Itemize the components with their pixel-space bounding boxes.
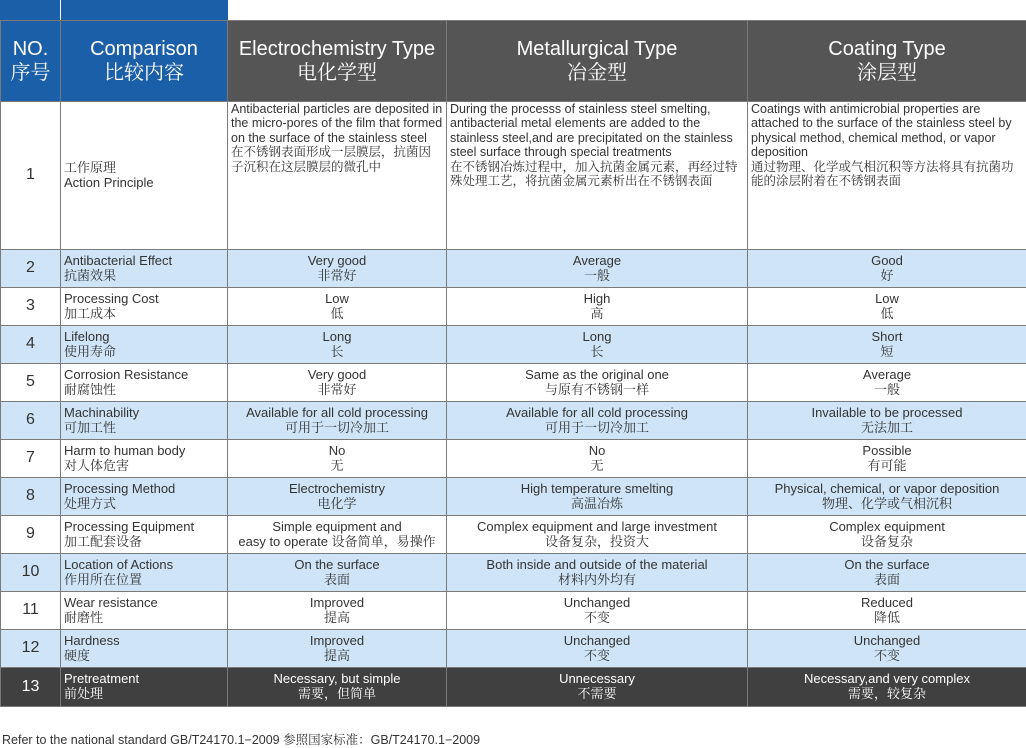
row-number: 9 bbox=[1, 516, 61, 554]
row-item-en: Processing Cost bbox=[64, 290, 159, 306]
row-item-label bbox=[61, 630, 228, 668]
value-coating bbox=[748, 478, 1026, 516]
table-row bbox=[1, 440, 1026, 478]
row-item-zh: 加工配套设备 bbox=[64, 533, 143, 549]
value-metallurgical-line: Long bbox=[582, 328, 612, 344]
row-item-en: Harm to human body bbox=[64, 442, 186, 458]
row-item-zh: 对人体危害 bbox=[64, 457, 130, 473]
row-item-label bbox=[61, 516, 228, 554]
value-coating-line: Invailable to be processed bbox=[811, 404, 963, 420]
value-electrochemistry-line: Low bbox=[325, 290, 349, 306]
header-type-zh: 冶金型 bbox=[567, 62, 627, 84]
value-coating bbox=[748, 326, 1026, 364]
value-metallurgical bbox=[447, 516, 748, 554]
value-electrochemistry-line: 表面 bbox=[323, 571, 350, 587]
value-coating-line: Unchanged bbox=[853, 632, 921, 648]
footer-reference-note: Refer to the national standard GB/T24170.1−2009 参照国家标准：GB/T24170.1−2009 bbox=[2, 733, 481, 747]
value-electrochemistry-line: 可用于一切冷加工 bbox=[284, 419, 389, 435]
value-metallurgical-line: Complex equipment and large investment bbox=[477, 518, 717, 534]
value-metallurgical-line: 不变 bbox=[583, 609, 610, 625]
value-coating-line: 降低 bbox=[873, 609, 900, 625]
table-row bbox=[1, 478, 1026, 516]
value-metallurgical-line: Average bbox=[572, 252, 622, 268]
header-metallurgical-type bbox=[447, 21, 748, 102]
header-comparison bbox=[61, 21, 228, 102]
value-electrochemistry-line: Improved bbox=[309, 632, 365, 648]
value-electrochemistry bbox=[228, 250, 447, 288]
value-coating-line: Average bbox=[862, 366, 912, 382]
value-metallurgical bbox=[447, 440, 748, 478]
value-coating-line: 物理、化学或气相沉积 bbox=[821, 495, 952, 511]
value-metallurgical bbox=[447, 554, 748, 592]
row-item-label bbox=[61, 440, 228, 478]
value-electrochemistry-line: 需要，但简单 bbox=[297, 686, 376, 701]
value-metallurgical-line: Unnecessary bbox=[559, 671, 635, 687]
value-metallurgical-line: 长 bbox=[590, 343, 604, 359]
value-coating bbox=[748, 364, 1026, 402]
value-electrochemistry-line: easy to operate 设备简单，易操作 bbox=[238, 533, 436, 549]
value-metallurgical-line: 与原有不锈钢一样 bbox=[544, 381, 649, 397]
value-electrochemistry-line: No bbox=[328, 442, 346, 458]
row-number: 8 bbox=[1, 478, 61, 516]
value-electrochemistry bbox=[228, 288, 447, 326]
table-body bbox=[1, 102, 1026, 707]
row-item-zh: 处理方式 bbox=[64, 495, 117, 511]
value-coating-line: Good bbox=[871, 252, 903, 268]
value-coating-line: 短 bbox=[880, 343, 894, 359]
value-metallurgical bbox=[447, 478, 748, 516]
value-electrochemistry bbox=[228, 554, 447, 592]
row-item-en: Lifelong bbox=[64, 328, 110, 344]
principle-electrochemistry: Antibacterial particles are deposited in the micro-pores of the film that formed on the surface of the stainless steel 在不锈钢表面形成一层膜层，抗菌因子沉积在这层膜层的微孔中 bbox=[228, 102, 447, 250]
header-number-en: NO. bbox=[12, 38, 49, 60]
value-coating-line: 低 bbox=[880, 305, 894, 321]
header-top-divider bbox=[60, 0, 61, 20]
value-coating-line: 一般 bbox=[873, 381, 900, 397]
value-coating-line: Short bbox=[871, 328, 903, 344]
value-electrochemistry bbox=[228, 478, 447, 516]
value-electrochemistry bbox=[228, 668, 447, 707]
value-coating bbox=[748, 250, 1026, 288]
row-item-en: Pretreatment bbox=[64, 671, 140, 687]
value-electrochemistry-line: Electrochemistry bbox=[288, 480, 386, 496]
value-electrochemistry-line: On the surface bbox=[294, 556, 380, 572]
value-coating-line: Reduced bbox=[860, 594, 914, 610]
principle-metallurgical: During the processs of stainless steel smelting, antibacterial metal elements are added to the stainless steel,and are precipitated on the stainless steel surface through special treatments 在不锈钢冶炼过程中，加入抗菌金属元素，再经过特殊处理工艺，将抗菌金属元素析出在不锈钢表面 bbox=[447, 102, 748, 250]
value-metallurgical bbox=[447, 326, 748, 364]
value-electrochemistry bbox=[228, 630, 447, 668]
value-electrochemistry-line: Improved bbox=[309, 594, 365, 610]
row-item-zh: 作用所在位置 bbox=[64, 571, 143, 587]
value-coating-line: Necessary,and very complex bbox=[804, 671, 970, 687]
row-item-en: Corrosion Resistance bbox=[64, 366, 189, 382]
row-item-zh: 加工成本 bbox=[64, 305, 117, 321]
value-metallurgical-line: 高 bbox=[590, 305, 604, 321]
value-electrochemistry bbox=[228, 440, 447, 478]
value-electrochemistry-line: Very good bbox=[307, 252, 367, 268]
value-metallurgical bbox=[447, 288, 748, 326]
row-number: 6 bbox=[1, 402, 61, 440]
value-metallurgical-line: 一般 bbox=[583, 267, 610, 283]
value-coating bbox=[748, 440, 1026, 478]
row-item-en: Wear resistance bbox=[64, 594, 158, 610]
header-number-zh: 序号 bbox=[10, 62, 51, 84]
header-type-en: Metallurgical Type bbox=[516, 38, 678, 60]
value-metallurgical-line: High bbox=[583, 290, 611, 306]
row-item-zh: 可加工性 bbox=[64, 419, 117, 435]
value-electrochemistry-line: Simple equipment and bbox=[272, 518, 402, 534]
value-metallurgical-line: 不需要 bbox=[577, 686, 617, 701]
table-row bbox=[1, 592, 1026, 630]
row-number: 1 bbox=[1, 102, 61, 250]
table-row bbox=[1, 288, 1026, 326]
value-coating-line: On the surface bbox=[844, 556, 930, 572]
value-electrochemistry bbox=[228, 364, 447, 402]
value-coating bbox=[748, 630, 1026, 668]
value-coating bbox=[748, 288, 1026, 326]
value-coating-line: 好 bbox=[880, 267, 894, 283]
value-electrochemistry-line: Long bbox=[322, 328, 352, 344]
value-metallurgical-line: No bbox=[588, 442, 606, 458]
value-metallurgical-line: 材料内外均有 bbox=[557, 571, 636, 587]
row-item-label bbox=[61, 102, 228, 250]
row-item-label bbox=[61, 326, 228, 364]
value-metallurgical-line: 无 bbox=[590, 457, 604, 473]
header-type-en: Electrochemistry Type bbox=[238, 38, 436, 60]
value-metallurgical-line: Available for all cold processing bbox=[506, 404, 688, 420]
table-row bbox=[1, 364, 1026, 402]
comparison-table bbox=[0, 20, 1026, 707]
value-metallurgical-line: Unchanged bbox=[563, 594, 631, 610]
value-electrochemistry bbox=[228, 402, 447, 440]
table-row bbox=[1, 554, 1026, 592]
header-type-zh: 涂层型 bbox=[857, 62, 917, 84]
row-item-label bbox=[61, 364, 228, 402]
value-metallurgical-line: High temperature smelting bbox=[520, 480, 674, 496]
value-coating-line: 表面 bbox=[873, 571, 900, 587]
value-electrochemistry bbox=[228, 516, 447, 554]
value-electrochemistry-line: 提高 bbox=[323, 647, 350, 663]
row-number: 12 bbox=[1, 630, 61, 668]
row-item-label bbox=[61, 478, 228, 516]
value-coating bbox=[748, 554, 1026, 592]
row-item-en: Hardness bbox=[64, 632, 120, 648]
value-metallurgical bbox=[447, 364, 748, 402]
row-item-zh: 耐腐蚀性 bbox=[64, 381, 117, 397]
value-coating-line: Complex equipment bbox=[829, 518, 945, 534]
table-row bbox=[1, 402, 1026, 440]
row-item-label bbox=[61, 554, 228, 592]
row-item-label bbox=[61, 592, 228, 630]
value-coating-line: Low bbox=[875, 290, 899, 306]
value-electrochemistry-line: 电化学 bbox=[317, 495, 357, 511]
value-coating-line: Physical, chemical, or vapor deposition bbox=[774, 480, 1000, 496]
value-coating-line: 不变 bbox=[873, 647, 900, 663]
header-type-zh: 电化学型 bbox=[297, 62, 377, 84]
value-metallurgical bbox=[447, 402, 748, 440]
value-electrochemistry-line: 非常好 bbox=[317, 267, 357, 283]
row-item-label bbox=[61, 402, 228, 440]
row-item-zh: 使用寿命 bbox=[64, 343, 117, 359]
row-item-en: Location of Actions bbox=[64, 556, 174, 572]
header-type-en: Coating Type bbox=[828, 38, 946, 60]
value-metallurgical-line: 高温冶炼 bbox=[570, 495, 623, 511]
row-number: 4 bbox=[1, 326, 61, 364]
value-metallurgical bbox=[447, 630, 748, 668]
value-coating-line: 需要，较复杂 bbox=[847, 686, 926, 701]
row-item-en: Antibacterial Effect bbox=[64, 252, 173, 268]
row-item-zh: 前处理 bbox=[64, 686, 104, 701]
row-number: 2 bbox=[1, 250, 61, 288]
table-row bbox=[1, 668, 1026, 707]
table-row bbox=[1, 326, 1026, 364]
value-coating-line: 有可能 bbox=[867, 457, 907, 473]
value-electrochemistry-line: 提高 bbox=[323, 609, 350, 625]
row-number: 11 bbox=[1, 592, 61, 630]
value-electrochemistry-line: 长 bbox=[330, 343, 344, 359]
table-row-principle bbox=[1, 102, 1026, 250]
value-electrochemistry-line: 非常好 bbox=[317, 381, 357, 397]
value-electrochemistry bbox=[228, 592, 447, 630]
value-coating bbox=[748, 668, 1026, 707]
header-electrochemistry-type bbox=[228, 21, 447, 102]
value-electrochemistry-line: Available for all cold processing bbox=[246, 404, 428, 420]
table-row bbox=[1, 250, 1026, 288]
value-coating bbox=[748, 516, 1026, 554]
table-header bbox=[1, 21, 1026, 102]
row-item-zh: 耐磨性 bbox=[64, 609, 104, 625]
header-comparison-zh: 比较内容 bbox=[104, 62, 184, 84]
value-metallurgical bbox=[447, 592, 748, 630]
row-number: 5 bbox=[1, 364, 61, 402]
row-number: 10 bbox=[1, 554, 61, 592]
row-item-label bbox=[61, 288, 228, 326]
value-metallurgical-line: 可用于一切冷加工 bbox=[544, 419, 649, 435]
value-coating bbox=[748, 402, 1026, 440]
value-coating bbox=[748, 592, 1026, 630]
row-item-label bbox=[61, 668, 228, 707]
row-item-en: Machinability bbox=[64, 404, 140, 420]
value-electrochemistry-line: 低 bbox=[330, 305, 344, 321]
value-electrochemistry-line: Very good bbox=[307, 366, 367, 382]
value-metallurgical-line: 设备复杂，投资大 bbox=[544, 533, 649, 549]
value-metallurgical bbox=[447, 250, 748, 288]
value-metallurgical-line: 不变 bbox=[583, 647, 610, 663]
row-number: 13 bbox=[1, 668, 61, 707]
row-item-zh: 硬度 bbox=[64, 647, 91, 663]
row-item-zh: 抗菌效果 bbox=[64, 267, 117, 283]
value-coating-line: 设备复杂 bbox=[860, 533, 913, 549]
row-item-zh: 工作原理 bbox=[64, 159, 117, 175]
row-item-en: Action Principle bbox=[64, 174, 154, 190]
value-coating-line: 无法加工 bbox=[860, 419, 913, 435]
header-coating-type bbox=[748, 21, 1026, 102]
value-electrochemistry bbox=[228, 326, 447, 364]
principle-coating: Coatings with antimicrobial properties are attached to the surface of the stainless steel by physical method, chemical method, or vapor deposition 通过物理、化学或气相沉积等方法将具有抗菌功能的涂层附着在不锈钢表面 bbox=[748, 102, 1026, 250]
value-metallurgical bbox=[447, 668, 748, 707]
header-top-strip bbox=[0, 0, 228, 20]
row-item-label bbox=[61, 250, 228, 288]
value-electrochemistry-line: 无 bbox=[330, 457, 344, 473]
header-number bbox=[1, 21, 61, 102]
table-row bbox=[1, 630, 1026, 668]
value-electrochemistry-line: Necessary, but simple bbox=[273, 671, 401, 687]
value-coating-line: Possible bbox=[862, 442, 912, 458]
row-number: 7 bbox=[1, 440, 61, 478]
value-metallurgical-line: Both inside and outside of the material bbox=[486, 556, 708, 572]
header-comparison-en: Comparison bbox=[90, 38, 198, 60]
table-row bbox=[1, 516, 1026, 554]
row-number: 3 bbox=[1, 288, 61, 326]
row-item-en: Processing Method bbox=[64, 480, 176, 496]
row-item-en: Processing Equipment bbox=[64, 518, 195, 534]
value-metallurgical-line: Same as the original one bbox=[525, 366, 669, 382]
value-metallurgical-line: Unchanged bbox=[563, 632, 631, 648]
